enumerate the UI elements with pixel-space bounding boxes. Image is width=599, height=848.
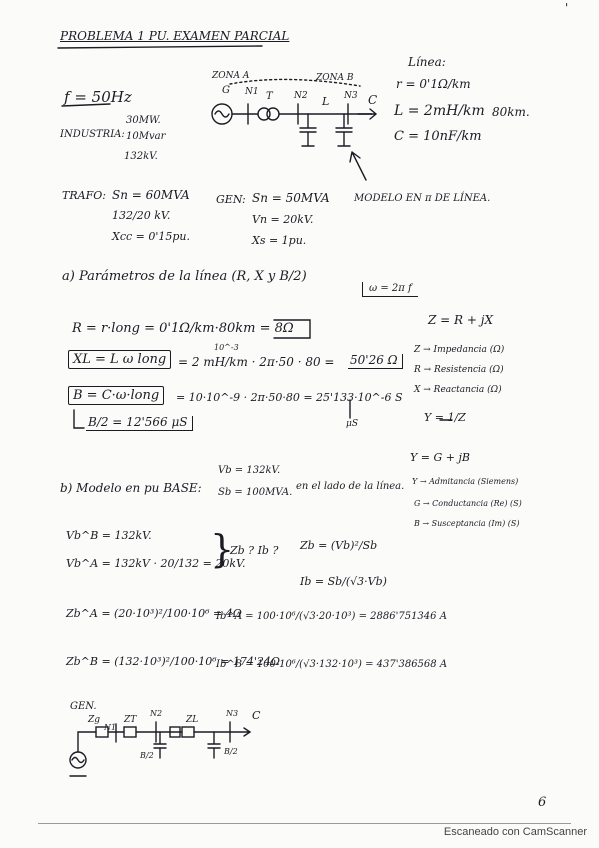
z-impedance-note: Z → Impedancia (Ω) <box>414 345 505 355</box>
base-side-note: en el lado de la línea. <box>296 481 405 492</box>
trafo-coil-2 <box>267 108 279 120</box>
line-symbol-label: L <box>322 95 330 108</box>
g-conductance-note: G → Conductancia (Re) (S) <box>414 499 522 508</box>
zone-arc <box>230 79 360 86</box>
model-pointer-arrow <box>350 152 366 180</box>
zona-b-label: ZONA B <box>316 73 354 83</box>
r-calc: R = r·long = 0'1Ω/km·80km = 8Ω <box>72 321 294 336</box>
zl-label: ZL <box>186 715 199 725</box>
gen-wire-2 <box>78 732 96 752</box>
gen-label-2: GEN. <box>70 701 97 712</box>
vb-zone-a: Vb^A = 132kV · 20/132 = 20kV. <box>66 557 246 570</box>
title-underline <box>58 46 262 48</box>
page-bottom-rule <box>38 823 571 824</box>
modelo-note: MODELO EN π DE LÍNEA. <box>354 193 491 204</box>
zb-zone-a: Zb^A = (20·10³)²/100·10⁶ = 4Ω <box>66 607 242 620</box>
frequency: f = 50Hz <box>64 88 132 106</box>
n3-label-2: N3 <box>226 709 239 718</box>
zl-box <box>182 727 194 737</box>
b-calc: = 10·10^-9 · 2π·50·80 = 25'133·10^-6 S <box>176 391 403 404</box>
load-c-label-2: C <box>252 709 261 722</box>
gen-symbol-label: G <box>222 85 230 96</box>
corner-mark: ' <box>565 1 569 15</box>
trafo-sn: Sn = 60MVA <box>112 188 190 202</box>
node-n2-label: N2 <box>294 91 308 101</box>
b-susceptance-note: B → Susceptancia (Im) (S) <box>414 519 520 528</box>
gen-wave-2 <box>72 758 84 763</box>
node-n1-label: N1 <box>245 87 259 97</box>
omega-formula: ω = 2π f <box>362 282 418 297</box>
zona-a-label: ZONA A <box>212 71 250 81</box>
part-b-heading: b) Modelo en pu BASE: <box>60 481 202 495</box>
gen-label: GEN: <box>216 193 246 206</box>
n1-label-2: N1 <box>104 723 117 732</box>
trafo-label: TRAFO: <box>62 189 106 202</box>
y-admittance-note: Y → Admitancia (Siemens) <box>412 477 519 486</box>
b-half-arrow <box>74 410 84 428</box>
shunt-b2-right <box>208 732 220 758</box>
b-half-result: B/2 = 12'566 μS <box>86 416 193 431</box>
page-number: 6 <box>538 795 547 810</box>
load-c-label: C <box>368 93 378 107</box>
industria-v: 132kV. <box>124 151 158 162</box>
r-result-box <box>274 320 310 338</box>
gen-xs: Xs = 1pu. <box>252 234 307 247</box>
generator-wave <box>215 111 229 117</box>
z-definition: Z = R + jX <box>428 313 494 327</box>
ib-zone-b: Ib^B = 100·10⁶/(√3·132·10³) = 437'386568 A <box>216 659 448 670</box>
industria-p: 30MW. <box>126 115 161 126</box>
xl-formula-boxed: XL = L ω long <box>68 350 171 369</box>
zg-label: Zg <box>88 715 101 725</box>
ib-formula: Ib = Sb/(√3·Vb) <box>300 575 387 588</box>
zg-box <box>96 727 108 737</box>
base-power: Sb = 100MVA. <box>218 487 293 498</box>
base-voltage: Vb = 132kV. <box>218 465 281 476</box>
trafo-symbol-label: T <box>266 91 273 102</box>
r-resistance-note: R → Resistencia (Ω) <box>414 365 504 375</box>
n2-label-2: N2 <box>150 709 163 718</box>
gen-sn: Sn = 50MVA <box>252 191 330 205</box>
part-a-heading: a) Parámetros de la línea (R, X y B/2) <box>62 269 307 284</box>
zb-ib-question: Zb ? Ib ? <box>230 544 279 557</box>
ib-zone-a: Ib^A = 100·10⁶/(√3·20·10³) = 2886'751346 A <box>216 611 447 622</box>
linea-l: L = 2mH/km <box>394 103 485 119</box>
y-definition: Y = 1/Z <box>424 411 466 424</box>
b-half-label-a: B/2 <box>140 751 154 760</box>
scanner-footer: Escaneado con CamScanner <box>443 826 587 838</box>
b-unit-note: μS <box>346 419 359 429</box>
shunt-cap-right <box>336 114 352 146</box>
y-complex: Y = G + jB <box>410 451 470 464</box>
xl-calc: = 2 mH/km · 2π·50 · 80 = <box>178 355 335 369</box>
brace: } <box>210 527 235 571</box>
industria-label: INDUSTRIA: <box>60 129 125 140</box>
node-n3-label: N3 <box>344 91 358 101</box>
b-formula-boxed: B = C·ω·long <box>68 386 164 405</box>
b-half-label-b: B/2 <box>224 747 238 756</box>
gen-vn: Vn = 20kV. <box>252 213 314 226</box>
linea-title: Línea: <box>408 55 446 69</box>
x-reactance-note: X → Reactancia (Ω) <box>414 385 502 395</box>
industria-q: 10Mvar <box>126 131 166 142</box>
vb-zone-b: Vb^B = 132kV. <box>66 529 152 542</box>
frequency-underline <box>62 104 110 106</box>
trafo-xcc: Xcc = 0'15pu. <box>112 230 191 243</box>
xl-exponent: 10^-3 <box>214 343 239 352</box>
zb-zone-b: Zb^B = (132·10³)²/100·10⁶ = 174'24Ω <box>66 655 281 668</box>
shunt-cap-left <box>300 114 316 146</box>
zb-formula: Zb = (Vb)²/Sb <box>300 539 378 552</box>
linea-length: 80km. <box>492 105 530 119</box>
wire-2c-arrow <box>194 728 250 736</box>
load-arrow <box>358 109 376 119</box>
linea-r: r = 0'1Ω/km <box>396 77 471 91</box>
linea-c: C = 10nF/km <box>394 129 482 144</box>
zt-label: ZT <box>124 715 137 725</box>
zt-box <box>124 727 136 737</box>
trafo-ratio: 132/20 kV. <box>112 209 171 222</box>
page-title: PROBLEMA 1 PU. EXAMEN PARCIAL <box>60 29 290 43</box>
xl-result: 50'26 Ω <box>348 354 403 369</box>
